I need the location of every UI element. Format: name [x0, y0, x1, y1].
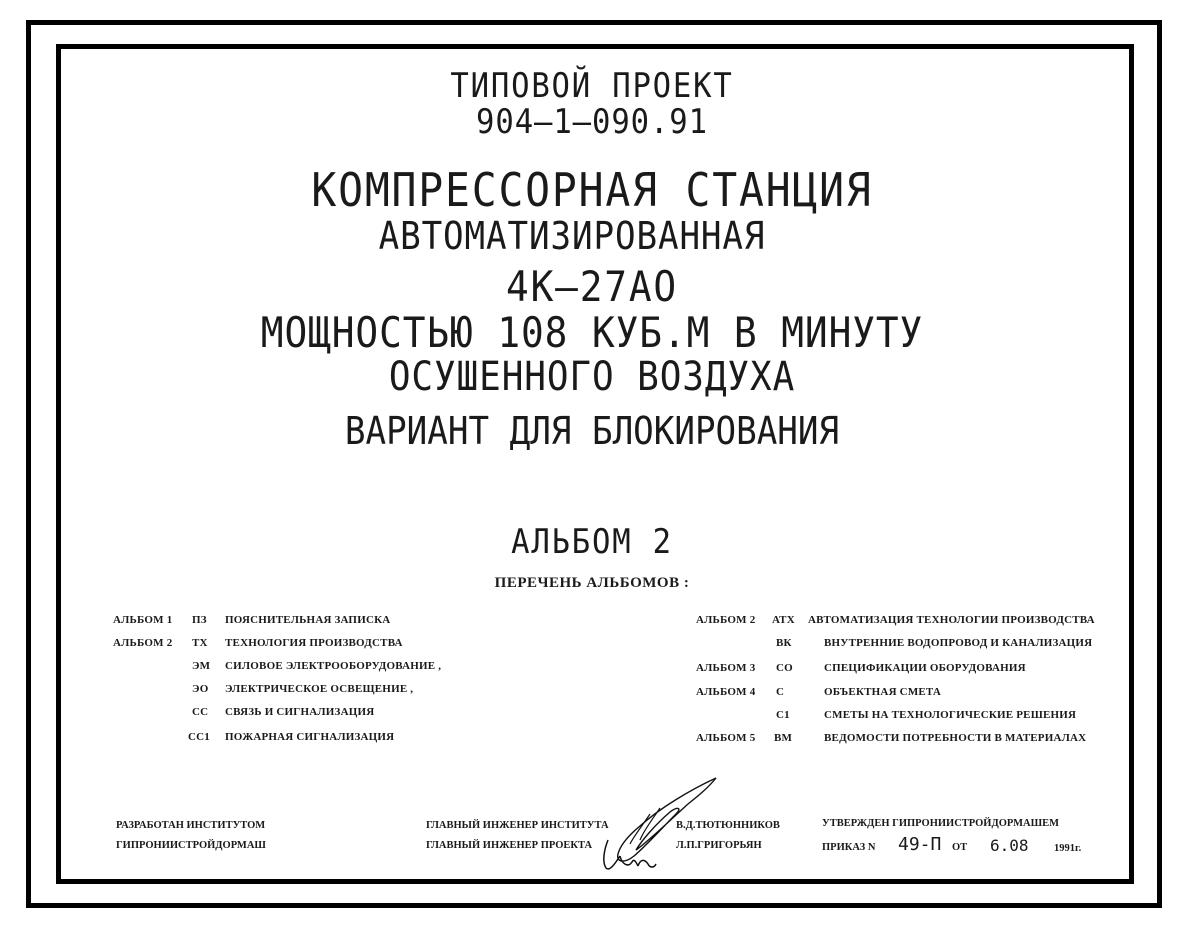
chief-engineer-project-label: ГЛАВНЫЙ ИНЖЕНЕР ПРОЕКТА	[426, 840, 593, 851]
developed-by-label: РАЗРАБОТАН ИНСТИТУТОМ	[116, 820, 266, 831]
variant-line: ВАРИАНТ ДЛЯ БЛОКИРОВАНИЯ	[344, 409, 840, 453]
section-code: АТХ	[772, 614, 795, 626]
project-number: 904–1–090.91	[476, 102, 708, 142]
from-label: ОТ	[952, 842, 968, 853]
main-title: КОМПРЕССОРНАЯ СТАНЦИЯ	[311, 163, 873, 217]
section-code: СС1	[188, 731, 210, 743]
section-description: ПОЯСНИТЕЛЬНАЯ ЗАПИСКА	[225, 614, 391, 626]
album-label: АЛЬБОМ 5	[696, 732, 756, 744]
section-description: ВЕДОМОСТИ ПОТРЕБНОСТИ В МАТЕРИАЛАХ	[824, 732, 1087, 744]
section-code: СО	[776, 662, 793, 674]
chief-engineer-project-name: Л.П.ГРИГОРЬЯН	[676, 840, 762, 851]
developed-by-org: ГИПРОНИИСТРОЙДОРМАШ	[116, 840, 266, 851]
section-code: С1	[776, 709, 790, 721]
air-line: ОСУШЕННОГО ВОЗДУХА	[388, 354, 796, 400]
section-description: АВТОМАТИЗАЦИЯ ТЕХНОЛОГИИ ПРОИЗВОДСТВА	[808, 614, 1095, 626]
section-description: ЭЛЕКТРИЧЕСКОЕ ОСВЕЩЕНИЕ ,	[225, 683, 414, 695]
album-label: АЛЬБОМ 4	[696, 686, 756, 698]
section-code: ТХ	[192, 637, 208, 649]
subtitle-automated: АВТОМАТИЗИРОВАННАЯ	[378, 214, 766, 258]
album-label: АЛЬБОМ 2	[113, 637, 173, 649]
section-description: СМЕТЫ НА ТЕХНОЛОГИЧЕСКИЕ РЕШЕНИЯ	[824, 709, 1077, 721]
section-code: С	[776, 686, 785, 698]
model-number: 4К–27АО	[506, 262, 678, 311]
section-code: ВМ	[774, 732, 793, 744]
album-list-heading: ПЕРЕЧЕНЬ АЛЬБОМОВ :	[494, 575, 690, 591]
order-label: ПРИКАЗ N	[822, 842, 876, 853]
doc-type: ТИПОВОЙ ПРОЕКТ	[450, 66, 734, 106]
capacity-line: МОЩНОСТЬЮ 108 КУБ.М В МИНУТУ	[260, 308, 924, 357]
order-date: 6.08	[990, 836, 1029, 855]
section-description: СВЯЗЬ И СИГНАЛИЗАЦИЯ	[225, 706, 375, 718]
section-code: ЭО	[192, 683, 209, 695]
section-code: СС	[192, 706, 209, 718]
section-code: ВК	[776, 637, 792, 649]
chief-engineer-institute-label: ГЛАВНЫЙ ИНЖЕНЕР ИНСТИТУТА	[426, 820, 609, 831]
section-code: ПЗ	[192, 614, 207, 626]
chief-engineer-institute-name: В.Д.ТЮТЮННИКОВ	[676, 820, 780, 831]
section-description: СПЕЦИФИКАЦИИ ОБОРУДОВАНИЯ	[824, 662, 1026, 674]
section-description: СИЛОВОЕ ЭЛЕКТРООБОРУДОВАНИЕ ,	[225, 660, 442, 672]
section-description: ВНУТРЕННИЕ ВОДОПРОВОД И КАНАЛИЗАЦИЯ	[824, 637, 1093, 649]
order-number: 49-П	[898, 834, 942, 855]
approved-label: УТВЕРЖДЕН ГИПРОНИИСТРОЙДОРМАШЕМ	[822, 818, 1060, 829]
order-year: 1991г.	[1054, 843, 1082, 854]
section-code: ЭМ	[192, 660, 211, 672]
album-label: АЛЬБОМ 2	[696, 614, 756, 626]
album-number: АЛЬБОМ 2	[511, 522, 673, 562]
album-label: АЛЬБОМ 3	[696, 662, 756, 674]
section-description: ПОЖАРНАЯ СИГНАЛИЗАЦИЯ	[225, 731, 395, 743]
album-label: АЛЬБОМ 1	[113, 614, 173, 626]
section-description: ТЕХНОЛОГИЯ ПРОИЗВОДСТВА	[225, 637, 403, 649]
section-description: ОБЪЕКТНАЯ СМЕТА	[824, 686, 942, 698]
